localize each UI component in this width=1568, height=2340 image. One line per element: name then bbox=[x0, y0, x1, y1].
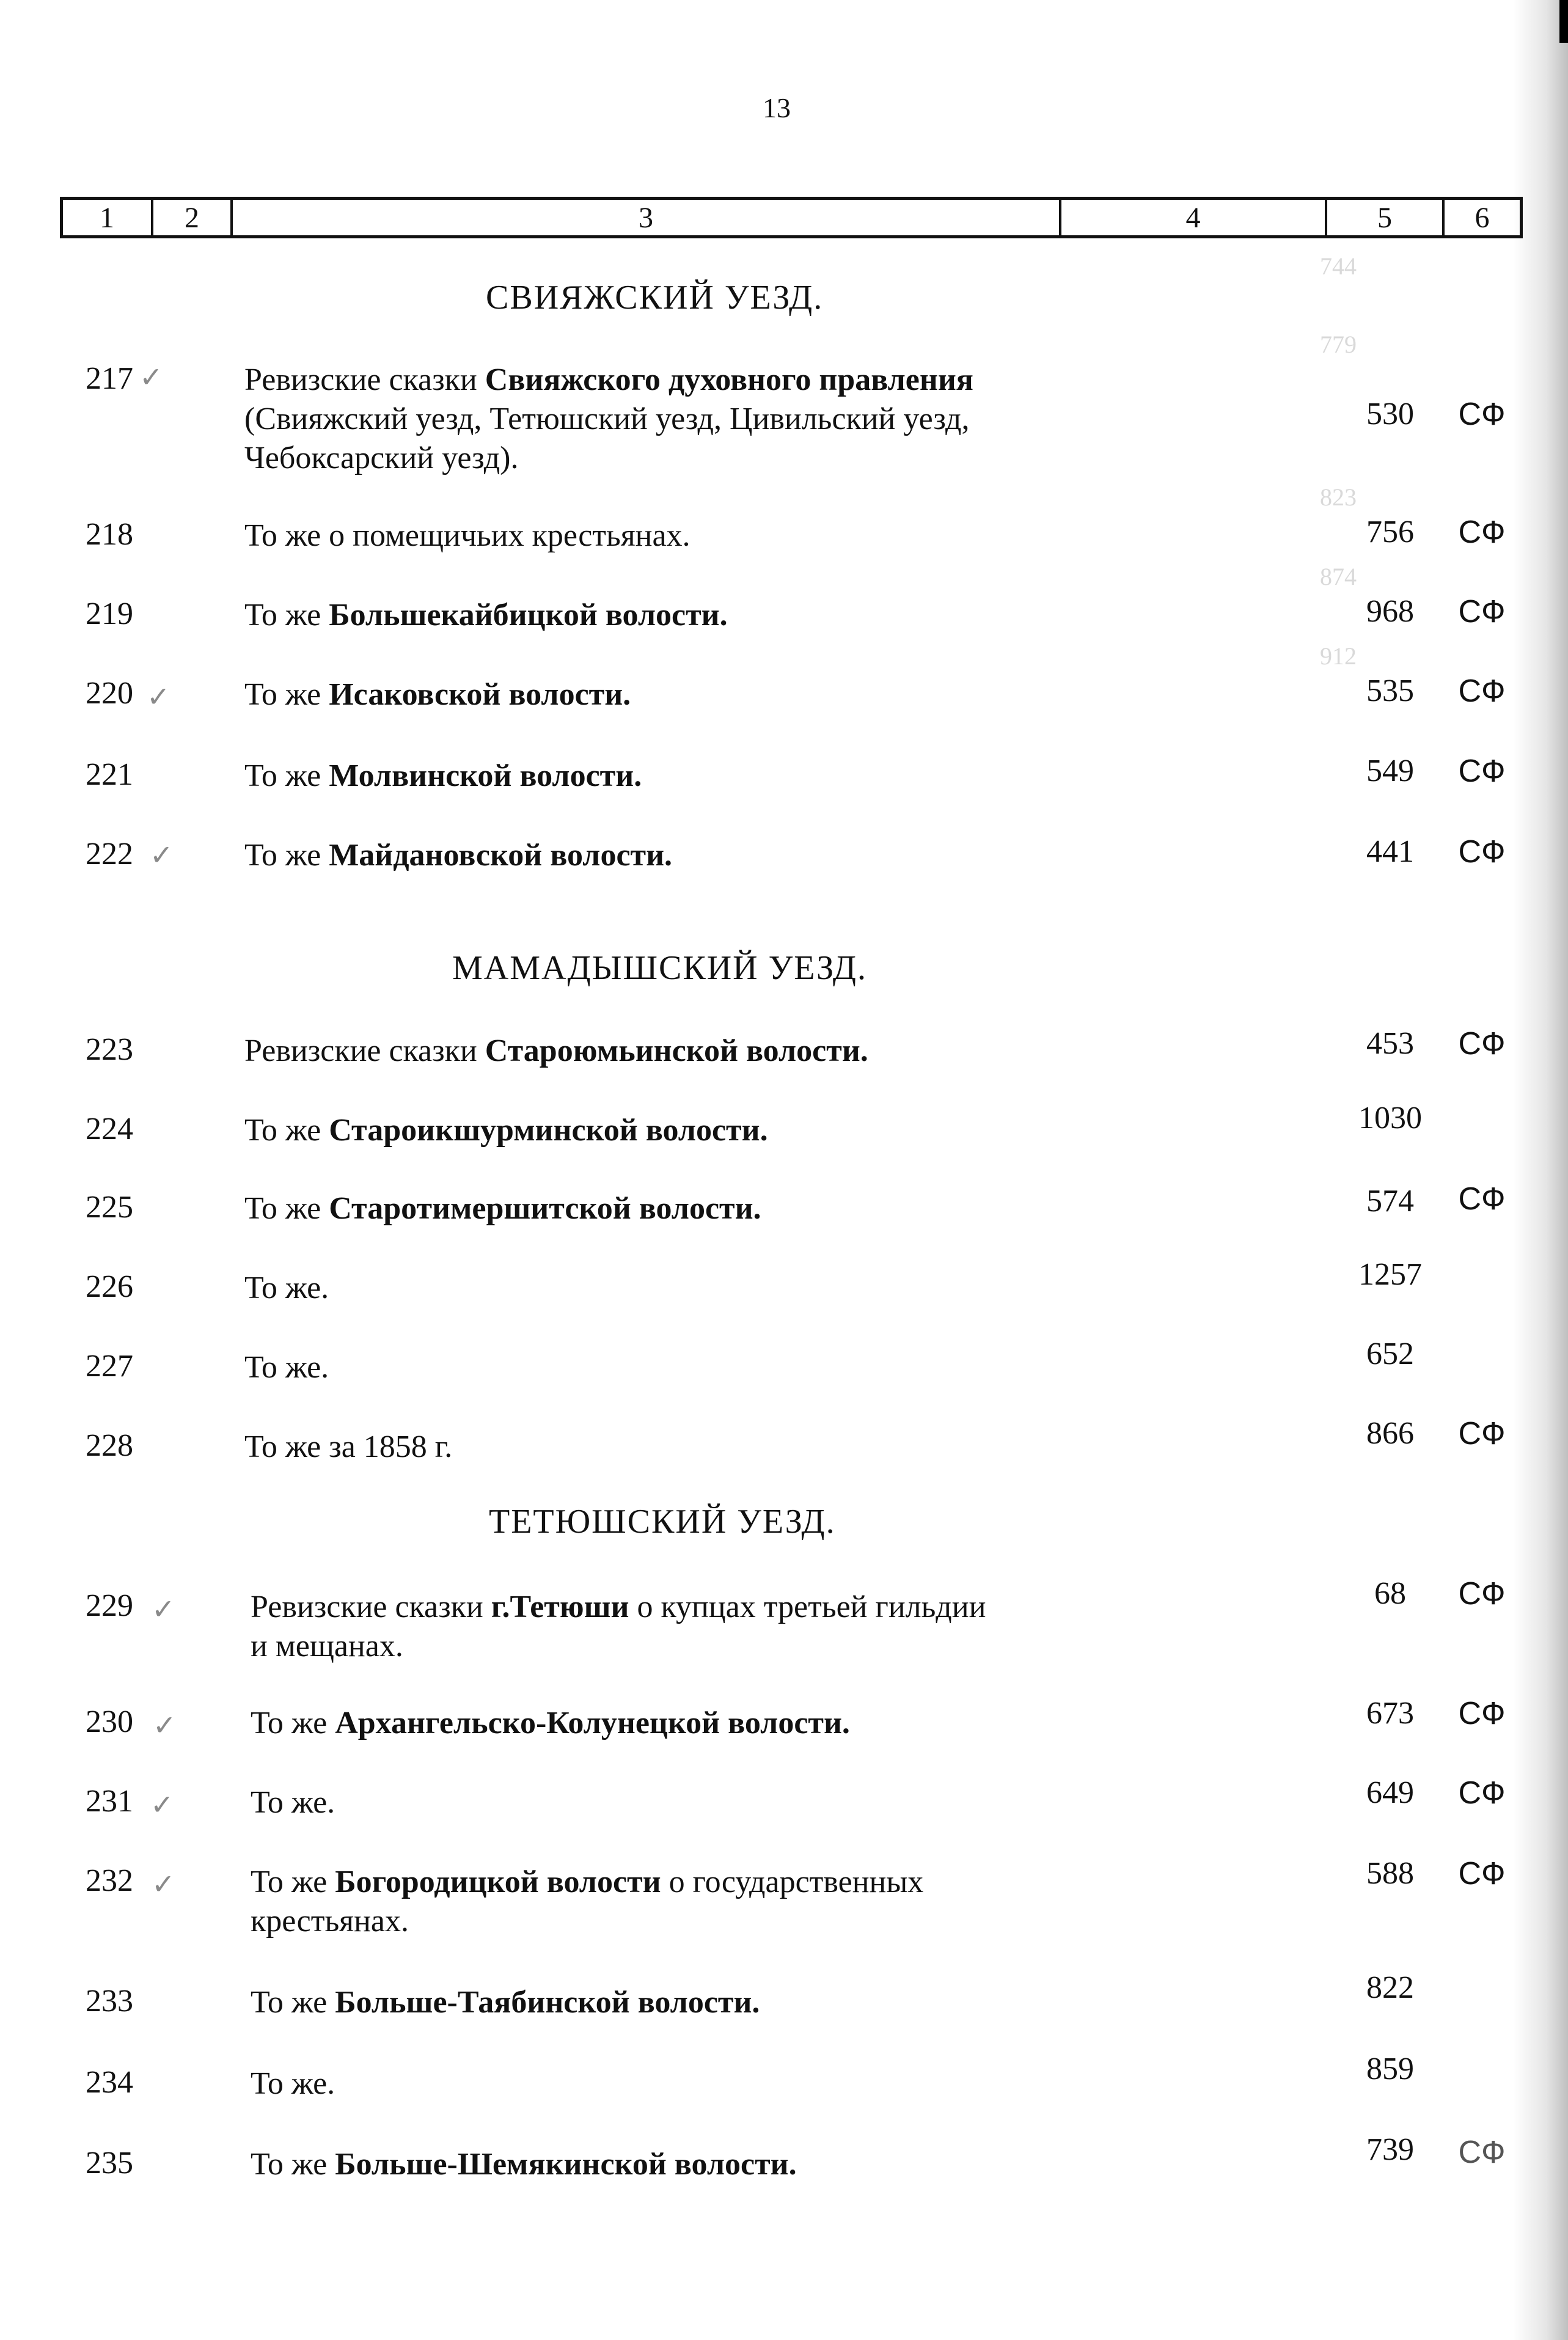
bleed-through-number: 912 bbox=[1320, 642, 1357, 670]
row-mark: СФ bbox=[1458, 594, 1506, 629]
row-description: То же Староикшурминской волости. bbox=[244, 1113, 768, 1148]
table-row bbox=[0, 1970, 1568, 2020]
checkmark-icon: ✓ bbox=[139, 361, 163, 394]
table-row bbox=[0, 1101, 1568, 1148]
checkmark-icon: ✓ bbox=[152, 1593, 175, 1626]
row-number: 217 bbox=[86, 361, 133, 396]
column-header-6: 6 bbox=[1475, 201, 1490, 234]
row-number: 235 bbox=[86, 2146, 133, 2180]
table-row bbox=[0, 1337, 1568, 1385]
row-number: 219 bbox=[86, 596, 133, 631]
row-number: 223 bbox=[86, 1032, 133, 1067]
row-description: Ревизские сказки Свияжского духовного правления (Свияжский уезд, Тетюшский уезд, Цивильский уезд, Чебоксарский уезд). bbox=[244, 362, 973, 475]
row-description: То же Молвинской волости. bbox=[244, 758, 642, 793]
column-header-3: 3 bbox=[233, 200, 1061, 235]
table-row bbox=[0, 1775, 1568, 1821]
row-mark: СФ bbox=[1458, 2135, 1506, 2170]
row-number: 234 bbox=[86, 2065, 133, 2100]
row-mark: СФ bbox=[1458, 515, 1506, 550]
row-count: 441 bbox=[1366, 834, 1414, 869]
row-description: То же Майдановской волости. bbox=[244, 838, 673, 873]
checkmark-icon: ✓ bbox=[150, 838, 174, 871]
row-description: То же Больше-Шемякинской волости. bbox=[251, 2147, 797, 2182]
row-count: 859 bbox=[1366, 2052, 1414, 2086]
bleed-through-number: 744 bbox=[1320, 252, 1357, 280]
row-mark: СФ bbox=[1458, 834, 1506, 870]
checkmark-icon: ✓ bbox=[153, 1709, 177, 1742]
row-count: 453 bbox=[1366, 1026, 1414, 1061]
row-description: Ревизские сказки Староюмьинской волости. bbox=[244, 1033, 868, 1068]
row-mark: СФ bbox=[1458, 397, 1506, 432]
row-count: 822 bbox=[1366, 1970, 1414, 2005]
row-mark: СФ bbox=[1458, 1576, 1506, 1612]
row-description: То же Богородицкой волости о государственных крестьянах. bbox=[251, 1865, 924, 1938]
row-count: 68 bbox=[1374, 1576, 1406, 1611]
row-count: 968 bbox=[1366, 594, 1414, 629]
table-row bbox=[0, 2052, 1568, 2101]
row-count: 739 bbox=[1366, 2132, 1414, 2167]
row-count: 574 bbox=[1366, 1184, 1414, 1219]
section-title-sviyazhsk: СВИЯЖСКИЙ УЕЗД. bbox=[486, 279, 824, 317]
page-number: 13 bbox=[763, 92, 791, 123]
row-mark: СФ bbox=[1458, 754, 1506, 789]
row-mark: СФ bbox=[1458, 1775, 1506, 1811]
row-count: 652 bbox=[1366, 1337, 1414, 1371]
row-number: 228 bbox=[86, 1428, 133, 1463]
row-number: 220 bbox=[86, 676, 133, 711]
row-mark: СФ bbox=[1458, 1181, 1506, 1217]
row-number: 230 bbox=[86, 1704, 133, 1739]
row-description: То же Старотимершитской волости. bbox=[244, 1191, 761, 1226]
row-number: 221 bbox=[86, 757, 133, 792]
row-number: 229 bbox=[86, 1588, 133, 1623]
table-row bbox=[0, 1181, 1568, 1226]
column-header-2: 2 bbox=[153, 200, 233, 235]
row-number: 222 bbox=[86, 837, 133, 871]
checkmark-icon: ✓ bbox=[152, 1868, 175, 1901]
row-description: То же Исаковской волости. bbox=[244, 677, 631, 712]
row-count: 1257 bbox=[1358, 1257, 1422, 1292]
checkmark-icon: ✓ bbox=[150, 1788, 174, 1821]
column-header-4: 4 bbox=[1061, 200, 1327, 235]
row-number: 226 bbox=[86, 1269, 133, 1304]
row-number: 231 bbox=[86, 1784, 133, 1819]
row-count: 530 bbox=[1366, 397, 1414, 431]
row-number: 233 bbox=[86, 1984, 133, 2019]
row-mark: СФ bbox=[1458, 673, 1506, 709]
row-description: То же. bbox=[251, 2066, 335, 2101]
checkmark-icon: ✓ bbox=[147, 680, 170, 713]
row-mark: СФ bbox=[1458, 1856, 1506, 1891]
row-description: То же о помещичьих крестьянах. bbox=[244, 518, 691, 553]
bleed-through-number: 779 bbox=[1320, 331, 1357, 358]
row-count: 535 bbox=[1366, 673, 1414, 708]
table-row bbox=[0, 515, 1568, 553]
row-count: 866 bbox=[1366, 1416, 1414, 1451]
column-header-5: 5 bbox=[1327, 200, 1445, 235]
row-description: То же. bbox=[244, 1271, 329, 1305]
table-row bbox=[0, 2132, 1568, 2182]
table-row bbox=[0, 834, 1568, 873]
row-number: 224 bbox=[86, 1112, 133, 1146]
row-mark: СФ bbox=[1458, 1416, 1506, 1451]
row-description: То же Большекайбицкой волости. bbox=[244, 598, 728, 633]
row-mark: СФ bbox=[1458, 1026, 1506, 1062]
row-description: То же. bbox=[251, 1785, 335, 1820]
row-count: 649 bbox=[1366, 1775, 1414, 1810]
page-edge-shadow bbox=[1513, 0, 1568, 2340]
row-count: 1030 bbox=[1358, 1101, 1422, 1135]
row-mark: СФ bbox=[1458, 1696, 1506, 1731]
column-header-row bbox=[60, 197, 1523, 238]
table-row bbox=[0, 673, 1568, 713]
row-number: 227 bbox=[86, 1349, 133, 1384]
row-number: 225 bbox=[86, 1190, 133, 1225]
scan-corner-mark bbox=[1559, 0, 1568, 43]
column-header-1: 1 bbox=[63, 200, 153, 235]
row-count: 549 bbox=[1366, 754, 1414, 788]
row-description: Ревизские сказки г.Тетюши о купцах третьей гильдии и мещанах. bbox=[251, 1590, 986, 1663]
row-description: То же Больше-Таябинской волости. bbox=[251, 1985, 760, 2020]
bleed-through-number: 874 bbox=[1320, 563, 1357, 590]
row-description: То же. bbox=[244, 1350, 329, 1385]
row-description: То же за 1858 г. bbox=[244, 1429, 453, 1464]
section-title-mamadysh: МАМАДЫШСКИЙ УЕЗД. bbox=[452, 949, 867, 987]
row-number: 218 bbox=[86, 517, 133, 552]
row-count: 588 bbox=[1366, 1856, 1414, 1891]
row-count: 756 bbox=[1366, 515, 1414, 549]
row-number: 232 bbox=[86, 1863, 133, 1898]
section-title-tetyushi: ТЕТЮШСКИЙ УЕЗД. bbox=[489, 1503, 836, 1541]
row-count: 673 bbox=[1366, 1696, 1414, 1731]
row-description: То же Архангельско-Колунецкой волости. bbox=[251, 1706, 850, 1740]
bleed-through-number: 823 bbox=[1320, 483, 1357, 511]
